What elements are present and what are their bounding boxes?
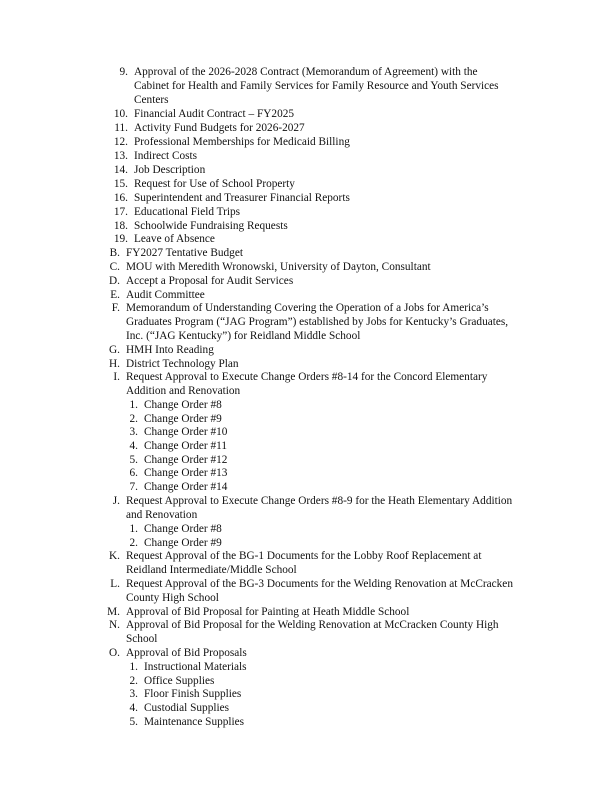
agenda-item-text: Centers — [134, 93, 169, 106]
agenda-item-text: Memorandum of Understanding Covering the Operation of a Jobs for America’s — [126, 302, 489, 314]
agenda-item-text: Change Order #9 — [144, 413, 222, 425]
agenda-item-marker: M. — [107, 606, 120, 618]
agenda-item-text: Job Description — [134, 164, 206, 176]
agenda-item-marker: 14. — [113, 164, 128, 176]
agenda-item-text: Leave of Absence — [134, 233, 215, 245]
agenda-item-text: Superintendent and Treasurer Financial Reports — [134, 192, 350, 204]
agenda-item-text: Cabinet for Health and Family Services for Family Resource and Youth Services — [134, 79, 499, 92]
agenda-item-text: HMH Into Reading — [126, 344, 214, 356]
agenda-item-marker: 1. — [129, 661, 138, 673]
agenda-item-text: Change Order #14 — [144, 481, 228, 493]
agenda-item-text: District Technology Plan — [126, 358, 239, 370]
agenda-item-text: Financial Audit Contract – FY2025 — [134, 108, 295, 120]
agenda-item-text: Schoolwide Fundraising Requests — [134, 220, 288, 232]
agenda-item-marker: L. — [110, 578, 120, 590]
agenda-item-text: Graduates Program (“JAG Program”) established by Jobs for Kentucky’s Graduates, — [126, 315, 509, 328]
agenda-item-text: Professional Memberships for Medicaid Billing — [134, 136, 350, 148]
agenda-item-text: Approval of Bid Proposal for the Welding Renovation at McCracken County High — [126, 619, 499, 631]
agenda-item-text: Inc. (“JAG Kentucky”) for Reidland Middle School — [126, 329, 361, 342]
agenda-item-text: Educational Field Trips — [134, 206, 241, 218]
agenda-item-marker: 11. — [114, 122, 128, 134]
agenda-item-text: Change Order #8 — [144, 399, 222, 411]
agenda-item-text: FY2027 Tentative Budget — [126, 247, 243, 259]
agenda-item-marker: 2. — [129, 413, 138, 425]
agenda-item-marker: D. — [109, 275, 120, 287]
agenda-item-marker: 19. — [113, 233, 128, 245]
agenda-item-marker: E. — [110, 289, 120, 301]
agenda-item-text: Accept a Proposal for Audit Services — [126, 275, 294, 287]
agenda-item-marker: 13. — [113, 150, 128, 162]
agenda-item-marker: 12. — [113, 136, 128, 148]
agenda-item-text: Audit Committee — [126, 289, 205, 301]
agenda-item-text: Change Order #10 — [144, 426, 228, 438]
agenda-item-text: MOU with Meredith Wronowski, University of Dayton, Consultant — [126, 261, 431, 273]
agenda-item-text: Change Order #13 — [144, 467, 228, 479]
agenda-item-marker: O. — [109, 647, 120, 659]
agenda-item-marker: B. — [109, 247, 120, 259]
agenda-item-marker: 1. — [129, 399, 138, 411]
agenda-item-marker: H. — [109, 358, 120, 370]
agenda-item-marker: 15. — [113, 178, 128, 190]
agenda-item-text: Request Approval to Execute Change Orders #8-14 for the Concord Elementary — [126, 371, 488, 383]
agenda-item-marker: 5. — [129, 454, 138, 466]
agenda-item-marker: 5. — [129, 716, 138, 728]
agenda-item-text: Reidland Intermediate/Middle School — [126, 563, 297, 576]
agenda-item-marker: 6. — [129, 467, 138, 479]
agenda-item-text: Change Order #12 — [144, 454, 228, 466]
agenda-item-marker: 4. — [129, 702, 138, 714]
agenda-item-text: Approval of Bid Proposal for Painting at Heath Middle School — [126, 606, 410, 618]
agenda-item-marker: F. — [111, 302, 120, 314]
agenda-item-text: Request Approval of the BG-3 Documents for the Welding Renovation at McCracken — [126, 578, 513, 590]
agenda-item-text: Change Order #9 — [144, 537, 222, 549]
agenda-item-marker: K. — [109, 550, 120, 562]
agenda-item-text: Instructional Materials — [144, 661, 247, 673]
agenda-item-text: Addition and Renovation — [126, 384, 241, 397]
agenda-item-text: County High School — [126, 591, 219, 604]
agenda-item-text: and Renovation — [126, 508, 198, 521]
agenda-item-marker: J. — [112, 495, 120, 507]
agenda-item-text: Request Approval to Execute Change Orders #8-9 for the Heath Elementary Addition — [126, 495, 513, 507]
agenda-item-marker: 3. — [129, 688, 138, 700]
agenda-item-text: Activity Fund Budgets for 2026-2027 — [134, 122, 305, 134]
agenda-item-marker: 1. — [129, 523, 138, 535]
agenda-item-text: Indirect Costs — [134, 150, 198, 162]
agenda-item-marker: 17. — [113, 206, 128, 218]
agenda-item-text: Floor Finish Supplies — [144, 688, 242, 700]
agenda-item-marker: 2. — [129, 537, 138, 549]
agenda-item-text: Change Order #11 — [144, 440, 228, 452]
agenda-item-marker: G. — [109, 344, 120, 356]
agenda-item-text: School — [126, 632, 158, 645]
agenda-item-text: Request Approval of the BG-1 Documents for the Lobby Roof Replacement at — [126, 550, 482, 562]
agenda-item-marker: 7. — [129, 481, 138, 493]
agenda-item-marker: N. — [109, 619, 120, 631]
agenda-item-text: Custodial Supplies — [144, 702, 230, 714]
agenda-item-marker: I. — [113, 371, 120, 383]
agenda-item-marker: 10. — [113, 108, 128, 120]
agenda-item-text: Maintenance Supplies — [144, 716, 245, 728]
agenda-item-marker: 3. — [129, 426, 138, 438]
agenda-item-text: Approval of the 2026-2028 Contract (Memorandum of Agreement) with the — [134, 66, 478, 78]
agenda-item-text: Approval of Bid Proposals — [126, 647, 247, 659]
agenda-item-text: Request for Use of School Property — [134, 178, 295, 190]
agenda-item-marker: 4. — [129, 440, 138, 452]
agenda-item-marker: 9. — [119, 66, 128, 78]
agenda-item-marker: 16. — [113, 192, 128, 204]
agenda-item-text: Change Order #8 — [144, 523, 222, 535]
agenda-item-marker: 2. — [129, 675, 138, 687]
agenda-item-text: Office Supplies — [144, 675, 215, 687]
agenda-item-marker: 18. — [113, 220, 128, 232]
agenda-item-marker: C. — [109, 261, 120, 273]
